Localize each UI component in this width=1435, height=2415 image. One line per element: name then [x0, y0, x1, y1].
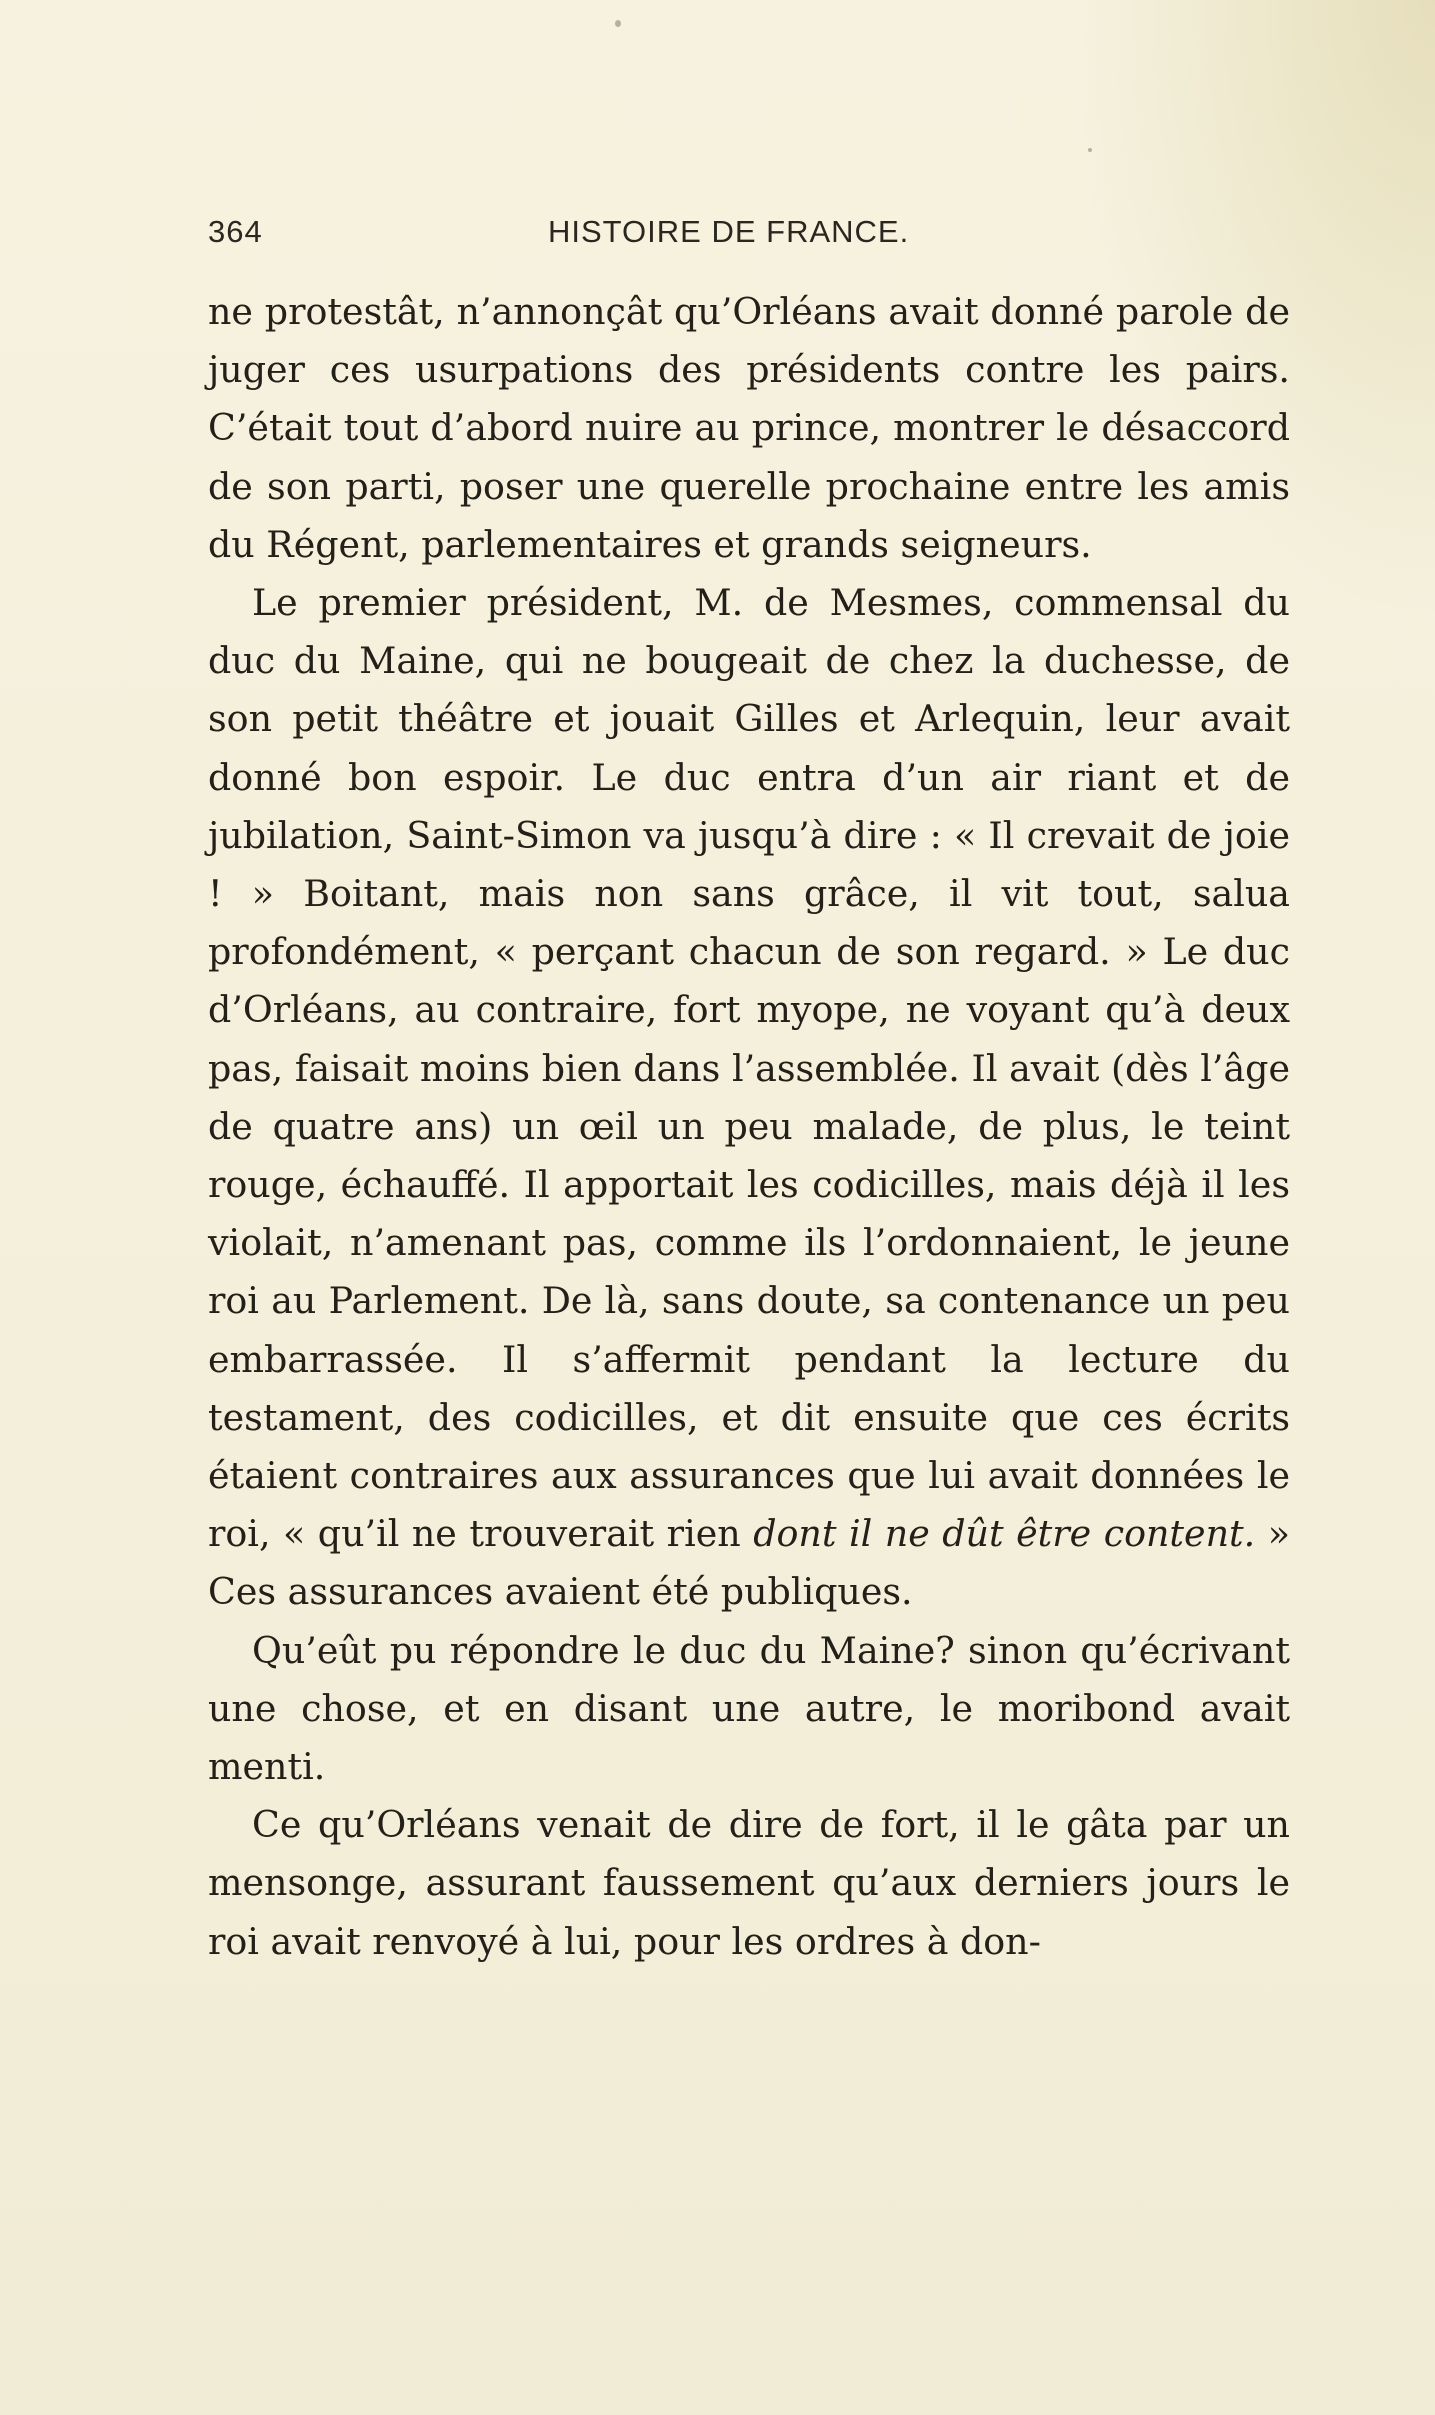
page-number: 364 [208, 214, 263, 249]
paragraph-2-tail: » Ces assurances avaient été publiques. [208, 1512, 1290, 1614]
page-speck [1088, 148, 1092, 152]
paragraph-1: ne protestât, n’annonçât qu’Orléans avait donné parole de juger ces usurpations des présidents contre les pairs. C’était tout d’abord nuire au prince, montrer le désaccord de son parti, poser une querelle prochaine entre les amis du Régent, parlementaires et grands seigneurs. [208, 290, 1290, 566]
paragraph-2-text: Le premier président, M. de Mesmes, commensal du duc du Maine, qui ne bougeait de chez la duchesse, de son petit théâtre et jouait Gilles et Arlequin, leur avait donné bon espoir. Le duc entra d’un air riant et de jubilation, Saint-Simon va jusqu’à dire : « Il crevait de joie ! » Boitant, mais non sans grâce, il vit tout, salua profondément, « perçant chacun de son regard. » Le duc d’Orléans, au contraire, fort myope, ne voyant qu’à deux pas, faisait moins bien dans l’assemblée. Il avait (dès l’âge de quatre ans) un œil un peu malade, de plus, le teint rouge, échauffé. Il apportait les codicilles, mais déjà il les violait, n’amenant pas, comme ils l’ordonnaient, le jeune roi au Parlement. De là, sans doute, sa contenance un peu embarrassée. Il s’affermit pendant la lecture du testament, des codicilles, et dit ensuite que ces écrits étaient contraires aux assurances que lui avait données le roi, « qu’il ne trouverait rien [208, 581, 1290, 1556]
paragraph-3: Qu’eût pu répondre le duc du Maine? sinon qu’écrivant une chose, et en disant une autre, le moribond avait menti. [208, 1628, 1290, 1789]
page-header [208, 214, 1280, 258]
italic-quote: dont il ne dût être content. [753, 1512, 1256, 1556]
body-text [208, 283, 1290, 1971]
running-title: HISTOIRE DE FRANCE. [548, 214, 910, 249]
paragraph-2 [208, 574, 1290, 1622]
paragraph-4: Ce qu’Orléans venait de dire de fort, il le gâta par un mensonge, assurant faussement qu’aux derniers jours le roi avait renvoyé à lui, pour les ordres à don- [208, 1803, 1290, 1963]
page-speck [615, 20, 621, 27]
